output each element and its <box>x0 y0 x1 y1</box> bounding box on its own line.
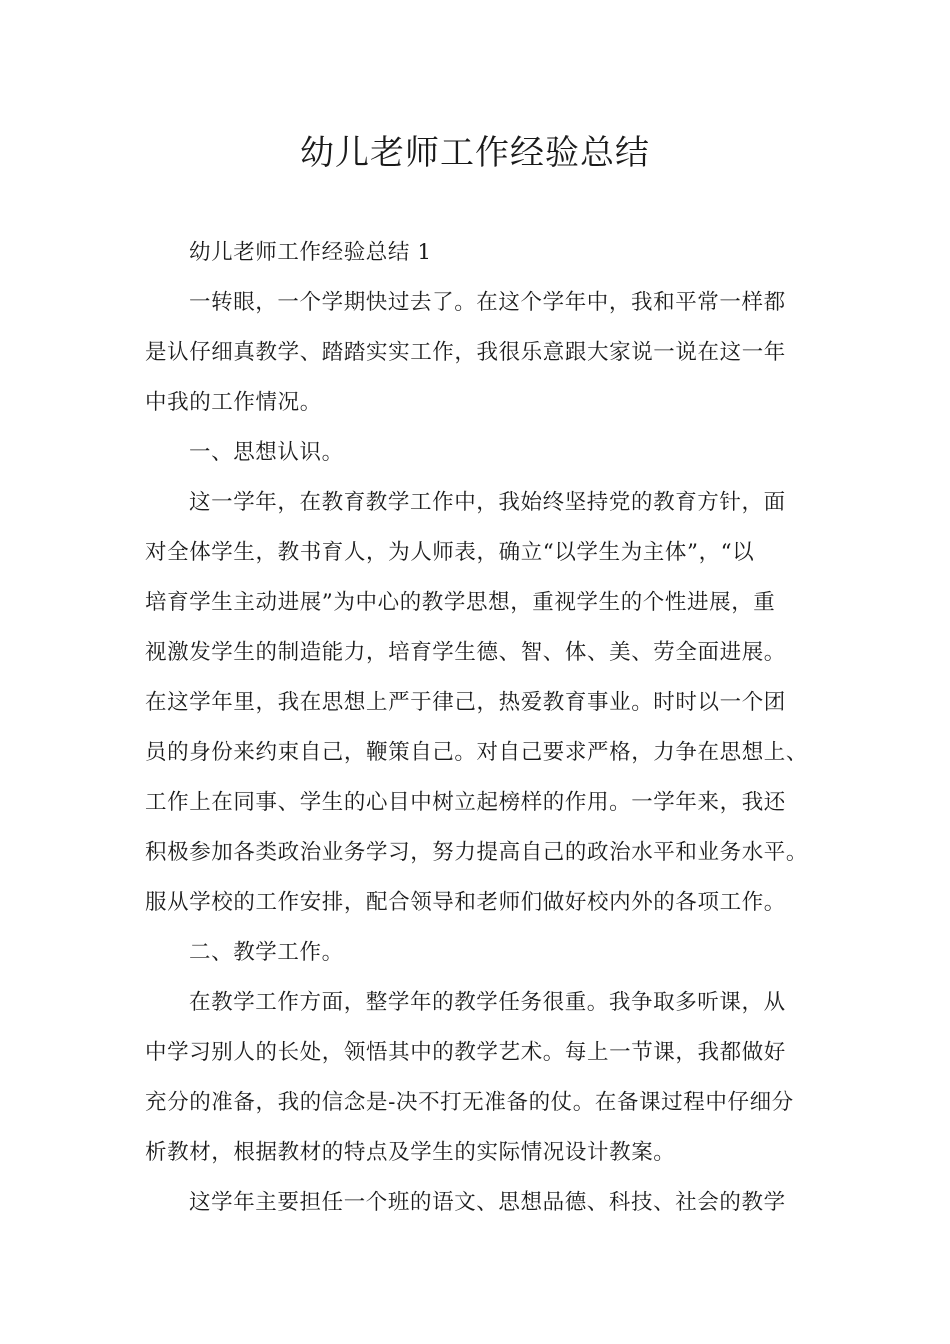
text-line: 中我的工作情况。 <box>145 390 322 415</box>
document-body <box>145 228 815 1228</box>
text-line: 幼儿老师工作经验总结 1 <box>189 240 432 265</box>
text-line: 在教学工作方面，整学年的教学任务很重。我争取多听课，从 <box>189 990 786 1015</box>
text-line: 服从学校的工作安排，配合领导和老师们做好校内外的各项工作。 <box>145 890 786 915</box>
text-line: 在这学年里，我在思想上严于律己，热爱教育事业。时时以一个团 <box>145 690 786 715</box>
text-line: 析教材，根据教材的特点及学生的实际情况设计教案。 <box>145 1140 676 1165</box>
text-line: 一、思想认识。 <box>189 440 344 465</box>
text-line: 一转眼，一个学期快过去了。在这个学年中，我和平常一样都 <box>189 290 786 315</box>
text-line: 工作上在同事、学生的心目中树立起榜样的作用。一学年来，我还 <box>145 790 786 815</box>
document-title: 幼儿老师工作经验总结 <box>300 133 650 173</box>
text-line: 视激发学生的制造能力，培育学生德、智、体、美、劳全面进展。 <box>145 640 786 665</box>
text-line: 这学年主要担任一个班的语文、思想品德、科技、社会的教学 <box>189 1190 786 1215</box>
text-line: 培育学生主动进展”为中心的教学思想，重视学生的个性进展，重 <box>145 590 776 615</box>
text-line: 积极参加各类政治业务学习，努力提高自己的政治水平和业务水平。 <box>145 840 809 865</box>
text-line: 二、教学工作。 <box>189 940 344 965</box>
text-line: 对全体学生，教书育人，为人师表，确立“以学生为主体”，“以 <box>145 540 755 565</box>
text-line: 是认仔细真教学、踏踏实实工作，我很乐意跟大家说一说在这一年 <box>145 340 786 365</box>
text-line: 这一学年，在教育教学工作中，我始终坚持党的教育方针，面 <box>189 490 786 515</box>
text-line: 中学习别人的长处，领悟其中的教学艺术。每上一节课，我都做好 <box>145 1040 786 1065</box>
text-line: 充分的准备，我的信念是-决不打无准备的仗。在备课过程中仔细分 <box>145 1090 794 1115</box>
text-line: 员的身份来约束自己，鞭策自己。对自己要求严格，力争在思想上、 <box>145 740 809 765</box>
